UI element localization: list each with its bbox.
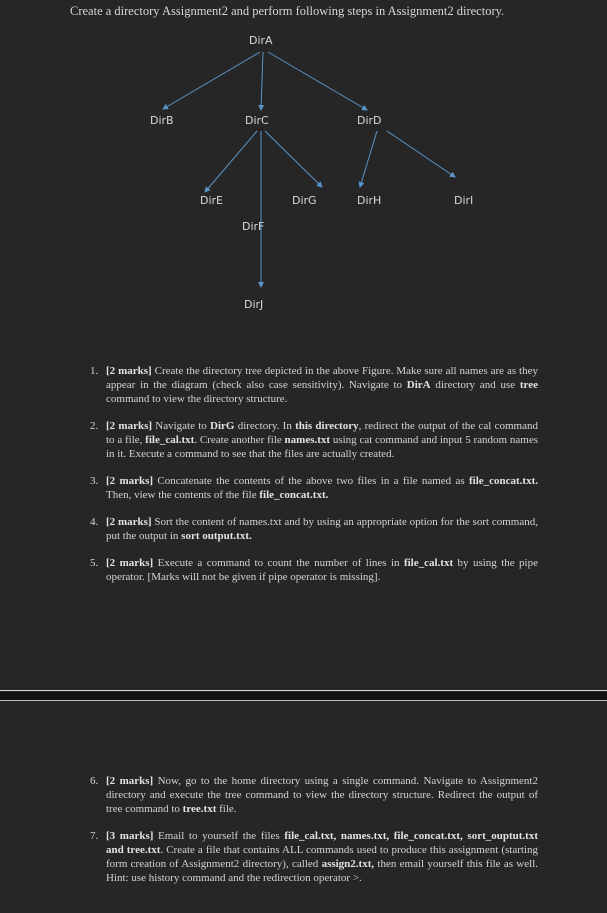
question-bold-text: assign2.txt, bbox=[321, 858, 375, 870]
question-text: Concatenate the contents of the above two files in a file named as bbox=[153, 475, 469, 487]
question-bold-text: [2 marks] bbox=[106, 420, 153, 432]
question-bold-text: [2 marks] bbox=[106, 365, 152, 377]
question-bold-text: names.txt bbox=[284, 434, 331, 446]
edge-d-h bbox=[360, 131, 377, 187]
question-bold-text: [2 marks] bbox=[106, 775, 154, 787]
node-dirf: DirF bbox=[242, 220, 265, 233]
node-dirh: DirH bbox=[357, 194, 382, 207]
page-title: Create a directory Assignment2 and perform following steps in Assignment2 directory. bbox=[70, 4, 505, 18]
question-text: using cat command and input 5 random names in it. Execute a command to see that the files are actually created. bbox=[106, 434, 538, 460]
question-item bbox=[90, 515, 538, 543]
question-number: 5. bbox=[90, 557, 99, 569]
node-dirc: DirC bbox=[245, 114, 269, 127]
question-bold-text: file_concat.txt. bbox=[468, 475, 538, 487]
edge-c-g bbox=[265, 131, 322, 187]
question-bold-text: file_concat.txt. bbox=[259, 489, 329, 501]
question-bold-text: [3 marks] bbox=[106, 830, 154, 842]
node-diri: DirI bbox=[454, 194, 474, 207]
question-bold-text: DirA bbox=[406, 379, 431, 391]
question-list bbox=[90, 364, 538, 597]
question-item bbox=[90, 556, 538, 584]
question-item bbox=[90, 419, 538, 461]
question-text: directory and use bbox=[430, 379, 520, 391]
question-text: by using the pipe operator. [Marks will not be given if pipe operator is missing]. bbox=[106, 557, 538, 583]
question-bold-text: file_cal.txt bbox=[145, 434, 195, 446]
question-text: Create the directory tree depicted in the above Figure. Make sure all names are as they appear in the diagram (check also case sensitivity). Navigate to bbox=[106, 365, 538, 391]
question-bold-text: [2 marks] bbox=[106, 516, 152, 528]
question-bold-text: [2 marks] bbox=[106, 475, 154, 487]
page-divider bbox=[0, 692, 607, 700]
question-bold-text: [2 marks] bbox=[106, 557, 154, 569]
question-text: Email to yourself the files bbox=[153, 830, 285, 842]
question-item bbox=[90, 774, 538, 816]
node-dirj: DirJ bbox=[244, 298, 264, 311]
question-bold-text: file_cal.txt bbox=[403, 557, 454, 569]
question-text: . Create another file bbox=[194, 434, 285, 446]
edge-c-e bbox=[205, 131, 257, 192]
question-text: Execute a command to count the number of lines in bbox=[153, 557, 404, 569]
question-text: Sort the content of names.txt and by using an appropriate option for the sort command, put the output in bbox=[106, 516, 538, 542]
node-dira: DirA bbox=[249, 34, 273, 47]
question-item bbox=[90, 829, 538, 885]
question-text: . Create a file that contains ALL commands used to produce this assignment (starting form creation of Assignment2 directory), called bbox=[106, 844, 538, 870]
question-number: 7. bbox=[90, 830, 99, 842]
question-text: Then, view the contents of the file bbox=[106, 489, 260, 501]
node-dire: DirE bbox=[200, 194, 223, 207]
question-bold-text: tree.txt bbox=[182, 803, 217, 815]
question-text: then email yourself this file as well. Hint: use history command and the redirection operator >. bbox=[106, 858, 538, 884]
edge-a-c bbox=[261, 52, 263, 110]
question-bold-text: file_cal.txt, names.txt, file_concat.txt, sort_ouptut.txt and tree.txt bbox=[106, 830, 538, 856]
question-number: 6. bbox=[90, 775, 99, 787]
question-text: command to view the directory structure. bbox=[106, 393, 288, 405]
page-divider-bottom bbox=[0, 700, 607, 701]
question-text: , redirect the output of the cal command to a file, bbox=[106, 420, 538, 446]
question-list-page2 bbox=[90, 774, 538, 898]
question-number: 3. bbox=[90, 475, 99, 487]
question-bold-text: sort output.txt. bbox=[181, 530, 252, 542]
question-bold-text: tree bbox=[519, 379, 538, 391]
question-text: Navigate to bbox=[152, 420, 210, 432]
question-number: 1. bbox=[90, 365, 99, 377]
tree-edges bbox=[163, 52, 455, 287]
question-text: directory. In bbox=[234, 420, 296, 432]
node-dird: DirD bbox=[357, 114, 382, 127]
question-number: 2. bbox=[90, 420, 99, 432]
edge-d-i bbox=[387, 131, 455, 177]
question-text: file. bbox=[216, 803, 237, 815]
question-item bbox=[90, 474, 538, 502]
question-text: Now, go to the home directory using a single command. Navigate to Assignment2 directory and execute the tree command to view the directory structure. Redirect the output of tree command to bbox=[106, 775, 538, 815]
question-bold-text: DirG bbox=[210, 420, 235, 432]
edge-a-b bbox=[163, 52, 260, 109]
question-number: 4. bbox=[90, 516, 99, 528]
question-bold-text: this directory bbox=[295, 420, 359, 432]
question-item bbox=[90, 364, 538, 406]
directory-tree-diagram bbox=[0, 0, 607, 340]
node-dirg: DirG bbox=[292, 194, 317, 207]
node-dirb: DirB bbox=[150, 114, 174, 127]
page-divider-top bbox=[0, 690, 607, 691]
edge-a-d bbox=[268, 52, 367, 110]
